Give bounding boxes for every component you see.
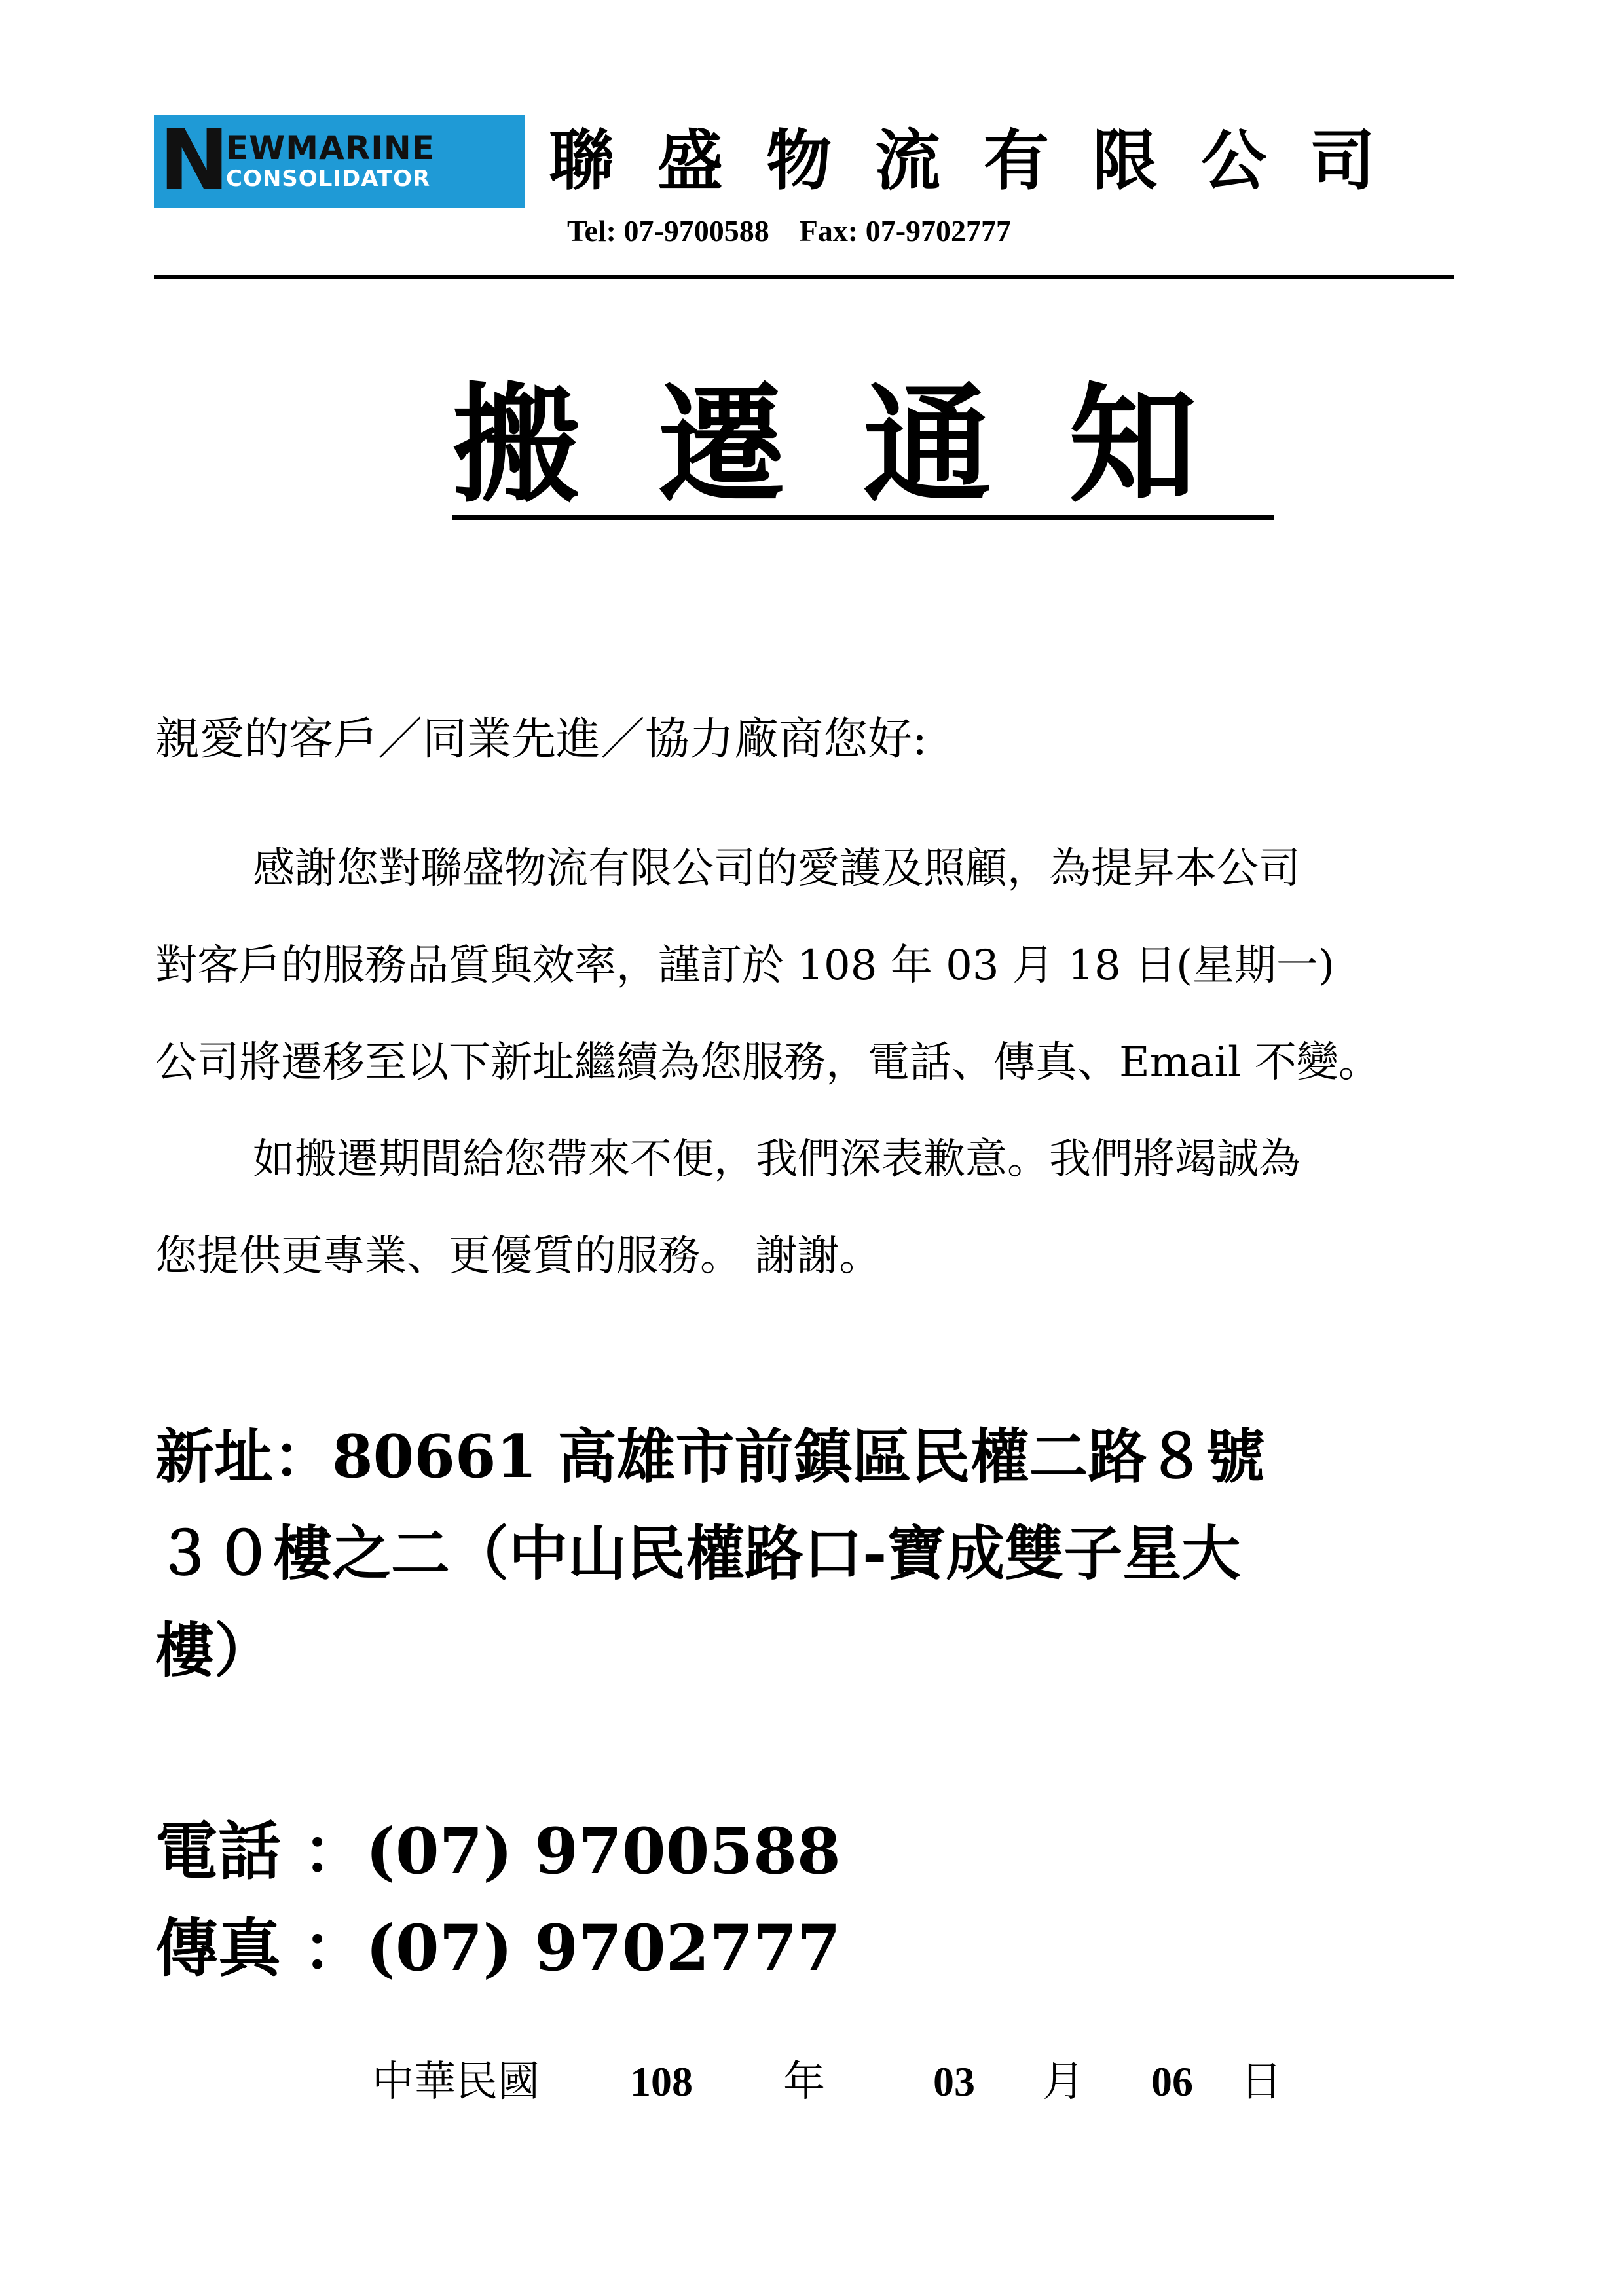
date-year-unit: 年 <box>783 2058 825 2105</box>
fax-number: 傳真 ：(07) 9702777 <box>155 1911 841 1985</box>
contact-tel-fax: Tel: 07-9700588 Fax: 07-9702777 <box>567 214 1012 247</box>
greeting: 親愛的客戶／同業先進／協力廠商您好: <box>155 714 927 765</box>
header-divider <box>154 275 1454 279</box>
body-line: 公司將遷移至以下新址繼續為您服務，電話、傳真、Email 不變。 <box>155 1038 1380 1087</box>
body-line: 您提供更專業、更優質的服務。 謝謝。 <box>155 1232 881 1281</box>
date-day-unit: 日 <box>1240 2058 1282 2105</box>
date-day: 06 <box>1151 2058 1193 2105</box>
body-line: 如搬遷期間給您帶來不便，我們深表歉意。我們將竭誠為 <box>253 1135 1301 1184</box>
date-era: 中華民國 <box>372 2058 540 2105</box>
company-name: 聯盛物流有限公司 <box>549 122 1418 199</box>
phone-number: 電話 ：(07) 9700588 <box>155 1814 841 1888</box>
company-logo <box>154 112 525 210</box>
logo-letter-n: N <box>159 112 227 210</box>
logo-text-newmarine: EWMARINE <box>226 129 435 167</box>
address-line: 樓） <box>155 1616 273 1685</box>
logo-text-consolidator: CONSOLIDATOR <box>226 166 431 192</box>
date-month: 03 <box>933 2058 975 2105</box>
body-line: 對客戶的服務品質與效率，謹訂於 108 年 03 月 18 日(星期一) <box>155 941 1335 990</box>
date-year: 108 <box>630 2058 693 2105</box>
date-month-unit: 月 <box>1043 2058 1084 2105</box>
address-line: ３０樓之二（中山民權路口-寶成雙子星大 <box>155 1519 1241 1588</box>
notice-title: 搬遷通知 <box>452 370 1275 520</box>
address-line: 新址：80661 高雄市前鎮區民權二路８號 <box>155 1422 1265 1491</box>
body-line: 感謝您對聯盛物流有限公司的愛護及照顧，為提昇本公司 <box>253 845 1301 893</box>
